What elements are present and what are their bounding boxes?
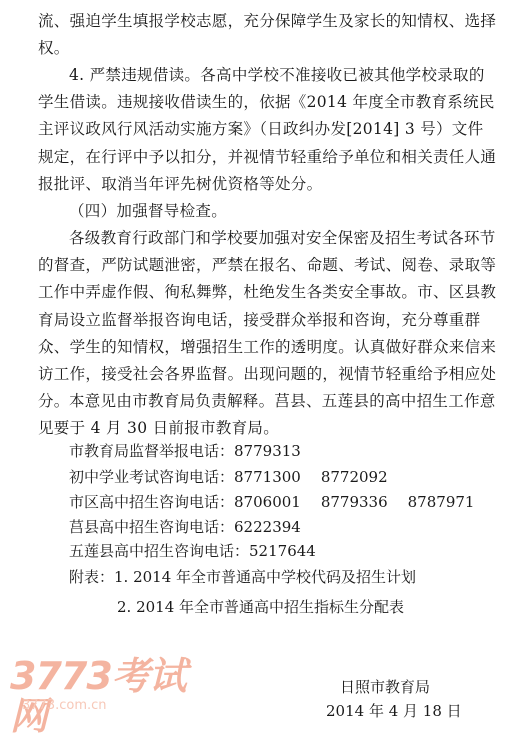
section-heading-supervision: （四）加强督导检查。 bbox=[69, 202, 228, 220]
signature-org: 日照市教育局 bbox=[340, 678, 431, 696]
contact-label: 五莲县高中招生咨询电话： bbox=[69, 542, 250, 560]
paragraph-interpretation: 本意见由市教育局负责解释。莒县、五莲县的高中招生工作意见要于 4 月 30 日前报市教育局。 bbox=[38, 392, 496, 438]
contact-label: 市教育局监督举报电话： bbox=[69, 442, 235, 460]
attachment-label: 附表： bbox=[69, 568, 115, 586]
contact-number: 6222394 bbox=[234, 518, 301, 536]
attachment-item: 2. 2014 年全市普通高中招生指标生分配表 bbox=[117, 598, 405, 616]
signature-date: 2014 年 4 月 18 日 bbox=[326, 702, 462, 720]
watermark-sub: 3773.com.cn bbox=[22, 698, 107, 713]
contact-line bbox=[69, 467, 489, 487]
paragraph-supervision: 各级教育行政部门和学校要加强对安全保密及招生考试各环节的督查，严防试题泄密，严禁在报名、命题、考试、阅卷、录取等工作中弄虚作假、徇私舞弊，杜绝发生各类安全事故。市、区县教育局设立监督举报咨询电话，接受群众举报和咨询，充分尊重群众、学生的知情权，增强招生工作的透明度。认真做好群众来信来访工作，接受社会各界监督。出现问题的，视情节轻重给予相应处分。 bbox=[38, 229, 497, 411]
contact-line bbox=[69, 492, 489, 512]
contact-label: 莒县高中招生咨询电话： bbox=[69, 518, 235, 536]
contact-number: 8771300 bbox=[234, 468, 301, 486]
contact-label: 市区高中招生咨询电话： bbox=[69, 493, 235, 511]
contact-number: 8787971 bbox=[407, 493, 475, 511]
contact-line bbox=[69, 441, 489, 461]
contact-number: 8779336 bbox=[320, 493, 388, 511]
contact-label: 初中学业考试咨询电话： bbox=[69, 468, 235, 486]
contact-number: 8779313 bbox=[234, 442, 301, 460]
paragraph-no-transfer-students: 4. 严禁违规借读。各高中学校不准接收已被其他学校录取的学生借读。违规接收借读生的，依据《2014 年度全市教育系统民主评议政风行风活动实施方案》（日政纠办发[2014] 3 号）文件规定，在行评中予以扣分，并视情节轻重给予单位和相关责任人通报批评、取消当年评先树优资格等处分。 bbox=[38, 66, 497, 193]
contact-number: 5217644 bbox=[249, 542, 316, 560]
attachment-line-1 bbox=[69, 566, 416, 587]
paragraph-rights: 流、强迫学生填报学校志愿，充分保障学生及家长的知情权、选择权。 bbox=[38, 12, 497, 58]
contact-number: 8772092 bbox=[320, 468, 388, 486]
watermark-main: 3773考试网 bbox=[10, 654, 186, 738]
contact-number: 8706001 bbox=[234, 493, 301, 511]
watermark-logo bbox=[10, 654, 200, 738]
contact-line bbox=[69, 541, 489, 561]
attachment-item: 1. 2014 年全市普通高中学校代码及招生计划 bbox=[114, 568, 417, 586]
contact-line bbox=[69, 517, 489, 537]
